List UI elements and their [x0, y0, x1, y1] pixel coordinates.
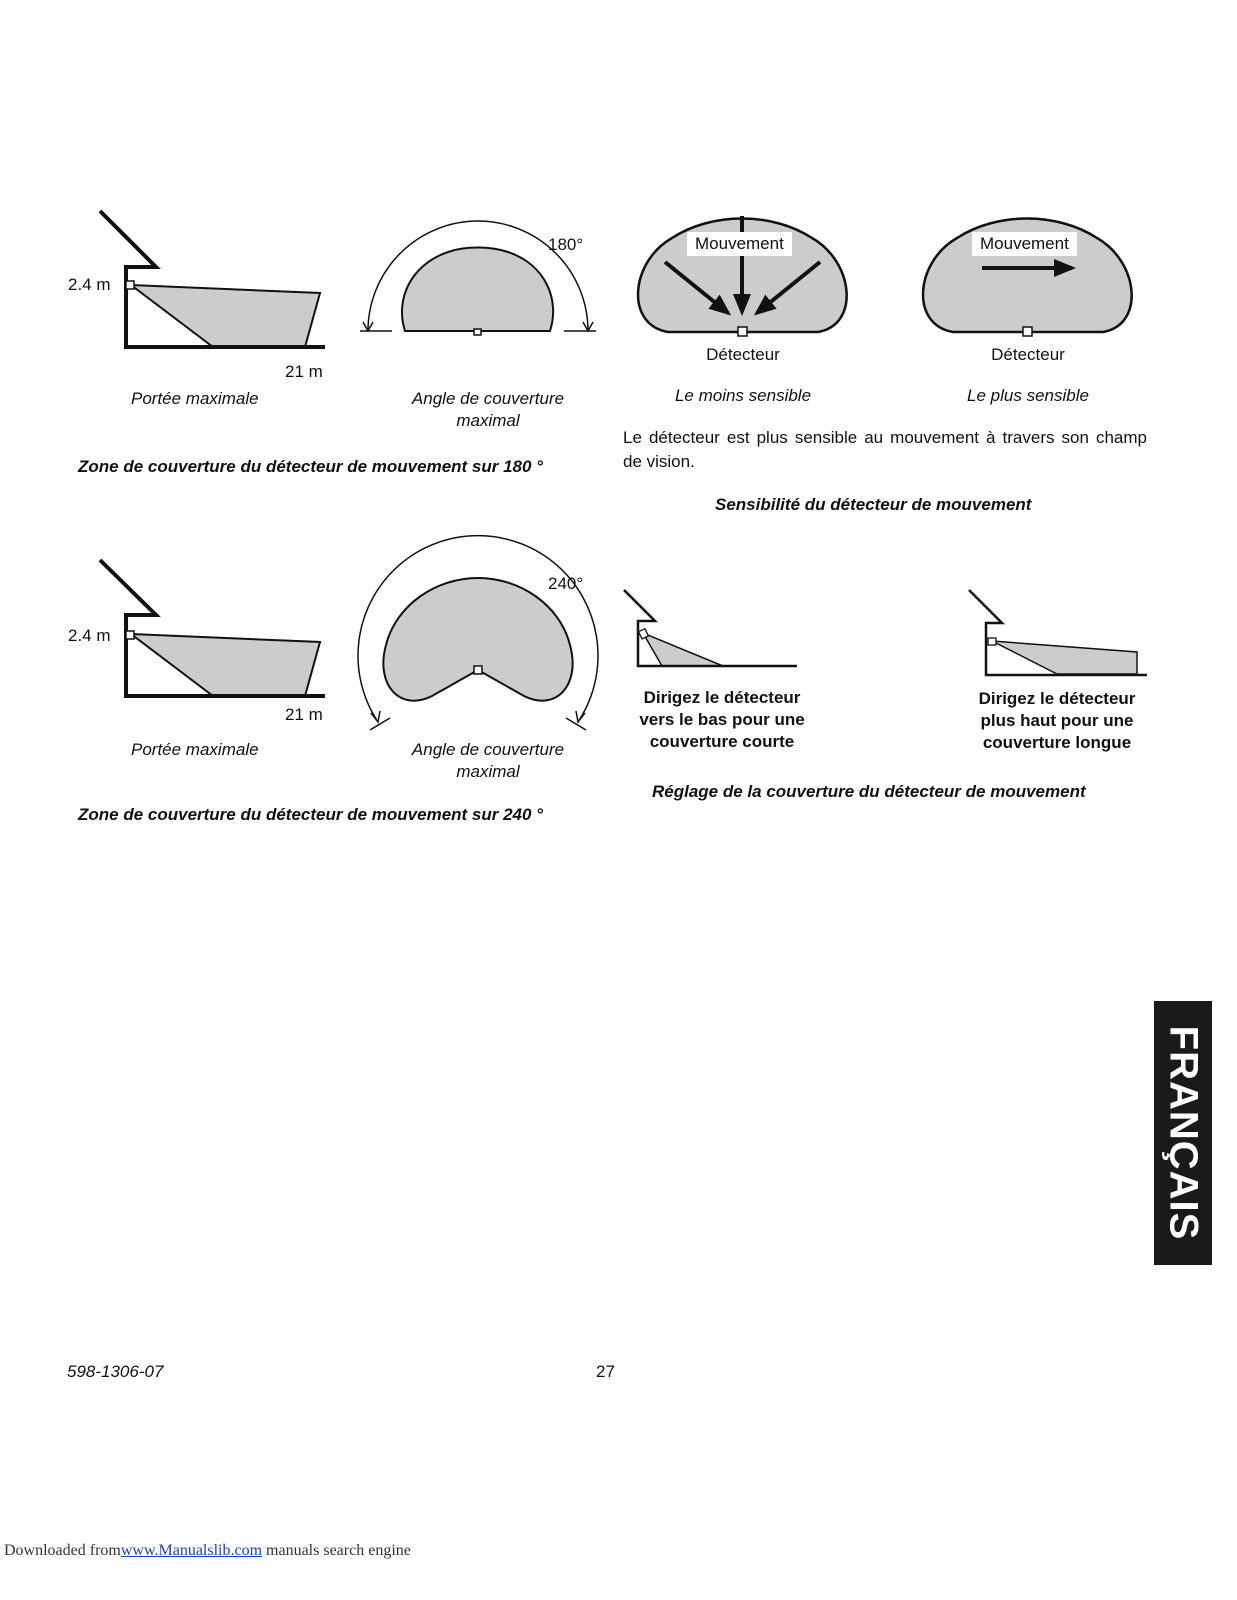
document-code: 598-1306-07 [67, 1362, 164, 1381]
height-label-180: 2.4 m [68, 275, 111, 294]
short-caption-line2: vers le bas pour une [639, 710, 805, 729]
height-label-240: 2.4 m [68, 626, 111, 645]
most-sensitive-caption: Le plus sensible [967, 386, 1089, 405]
long-caption-line1: Dirigez le détecteur [978, 689, 1136, 708]
movement-label-left: Mouvement [687, 232, 792, 256]
range-label-180: 21 m [285, 362, 323, 381]
range-caption-240: Portée maximale [131, 740, 259, 759]
detector-label-right: Détecteur [991, 345, 1065, 364]
coverage-area-top-180 [402, 248, 553, 332]
short-caption-line3: couverture courte [649, 732, 795, 751]
short-caption-line1: Dirigez le détecteur [643, 688, 801, 707]
coverage-area-side-240 [131, 634, 320, 696]
angle-caption-line2: maximal [456, 411, 520, 430]
detector-icon [1023, 327, 1032, 336]
coverage-area-short [643, 633, 723, 666]
angle-caption-line2: maximal [456, 762, 520, 781]
detector-icon [738, 327, 747, 336]
long-coverage-caption [947, 688, 1167, 754]
range-caption-180: Portée maximale [131, 389, 259, 408]
angle-label-180: 180° [548, 235, 584, 254]
language-tab-label: FRANÇAIS [1161, 1025, 1206, 1241]
angle-caption-240 [388, 740, 588, 782]
coverage-area-side-180 [131, 285, 320, 347]
long-caption-line3: couverture longue [982, 733, 1132, 752]
download-suffix: manuals search engine [262, 1542, 411, 1559]
download-prefix: Downloaded from [4, 1542, 121, 1559]
figure-title-adjustment: Réglage de la couverture du détecteur de mouvement [652, 782, 1086, 801]
sensitivity-description: Le détecteur est plus sensible au mouvement à travers son champ de vision. [623, 428, 1147, 471]
figure-title-240: Zone de couverture du détecteur de mouvement sur 240 ° [78, 805, 543, 824]
coverage-area-long [992, 641, 1137, 674]
angle-label-240: 240° [548, 574, 584, 593]
adjustment-short-diagram [624, 590, 797, 666]
side-view-240 [100, 560, 325, 696]
long-caption-line2: plus haut pour une [980, 711, 1134, 730]
detector-icon [126, 631, 134, 639]
page-number: 27 [596, 1362, 615, 1381]
figure-title-180: Zone de couverture du détecteur de mouvement sur 180 ° [78, 457, 543, 476]
angle-caption-line1: Angle de couverture [411, 389, 565, 408]
side-view-180 [100, 211, 325, 347]
detector-icon [474, 666, 482, 674]
least-sensitive-caption: Le moins sensible [674, 386, 812, 405]
detector-icon [988, 638, 996, 645]
wall-floor-short [624, 590, 797, 666]
adjustment-long-diagram [969, 590, 1147, 675]
manualslib-link[interactable]: www.Manualslib.com [120, 1542, 263, 1559]
movement-label-right: Mouvement [972, 232, 1077, 256]
detector-icon [126, 281, 134, 289]
download-banner [4, 1542, 411, 1560]
short-coverage-caption [612, 687, 832, 753]
range-label-240: 21 m [285, 705, 323, 724]
angle-caption-line1: Angle de couverture [411, 740, 565, 759]
figure-title-sensitivity: Sensibilité du détecteur de mouvement [715, 495, 1032, 514]
language-tab [1154, 1001, 1212, 1265]
detector-icon [474, 329, 481, 335]
angle-caption-180 [388, 389, 588, 431]
top-view-240 [358, 536, 598, 730]
detector-label-left: Détecteur [706, 345, 780, 364]
coverage-area-top-240 [383, 578, 572, 701]
